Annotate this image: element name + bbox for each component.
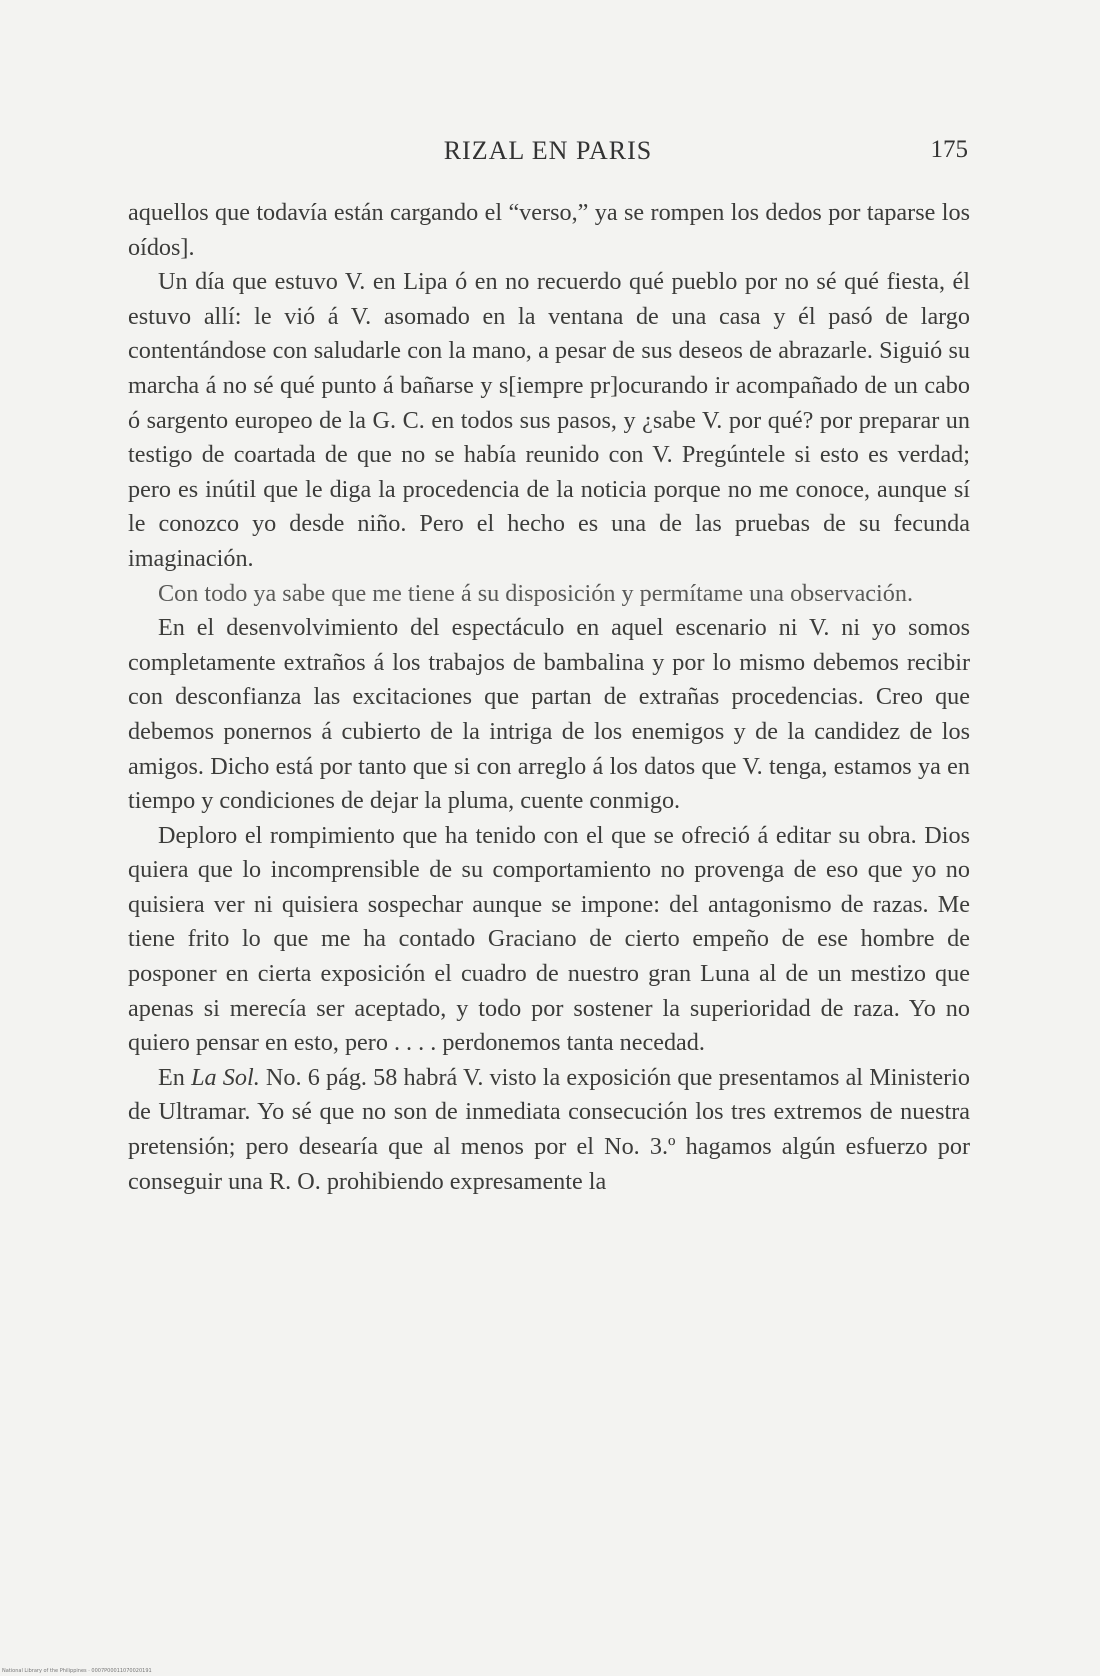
body-text (128, 196, 970, 1199)
paragraph: Deploro el rompimiento que ha tenido con el que se ofreció á editar su obra. Dios quiera que lo incomprensible de su comportamiento no provenga de eso que yo no quisiera ver ni quisiera sospechar aunque se impone: del antagonismo de razas. Me tiene frito lo que me ha contado Graciano de cierto empeño de ese hombre de posponer en cierta exposición el cuadro de nuestro gran Luna al de un mestizo que apenas si merecía ser aceptado, y todo por sostener la superioridad de raza. Yo no quiero pensar en esto, pero . . . . perdonemos tanta necedad. (128, 821, 970, 1057)
periodical-title: La Sol. (191, 1063, 260, 1091)
paragraph: aquellos que todavía están cargando el “verso,” ya se rompen los dedos por taparse los oídos]. (128, 199, 970, 261)
paragraph-text-rest: No. 6 pág. 58 habrá V. visto la exposición que presentamos al Ministerio de Ultramar. Yo sé que no son de inmediata consecución los tres extremos de nuestra pretensión; pero desearía que al menos por el No. 3.º hagamos algún esfuerzo por conseguir una R. O. prohibiendo expresamente la (128, 1063, 970, 1195)
paragraph-text-start: En (158, 1063, 192, 1091)
page-number: 175 (930, 136, 968, 163)
page-header (128, 136, 968, 176)
paragraph: Un día que estuvo V. en Lipa ó en no recuerdo qué pueblo por no sé qué fiesta, él estuvo allí: le vió á V. asomado en la ventana de una casa y él pasó de largo contentándose con saludarle con la mano, a pesar de sus deseos de abrazarle. Siguió su marcha á no sé qué punto á bañarse y s[iempre pr]ocurando ir acompañado de un cabo ó sargento europeo de la G. C. en todos sus pasos, y ¿sabe V. por qué? por preparar un testigo de coartada de que no se había reunido con V. Pregúntele si esto es verdad; pero es inútil que le diga la procedencia de la noticia porque no me conoce, aunque sí le conozco yo desde niño. Pero el hecho es una de las pruebas de su fecunda imaginación. (128, 268, 970, 572)
paragraph: Con todo ya sabe que me tiene á su disposición y permítame una observación. (158, 579, 913, 607)
running-title: RIZAL EN PARIS (443, 136, 653, 165)
paragraph (128, 1061, 970, 1199)
library-stamp: National Library of the Philippines · 0007P00011070020191 (2, 1668, 152, 1674)
paragraph: En el desenvolvimiento del espectáculo en aquel escenario ni V. ni yo somos completamente extraños á los trabajos de bambalina y por lo mismo debemos recibir con desconfianza las excitaciones que partan de extrañas procedencias. Creo que debemos ponernos á cubierto de la intriga de los enemigos y de la candidez de los amigos. Dicho está por tanto que si con arreglo á los datos que V. tenga, estamos ya en tiempo y condiciones de dejar la pluma, cuente conmigo. (128, 614, 970, 815)
